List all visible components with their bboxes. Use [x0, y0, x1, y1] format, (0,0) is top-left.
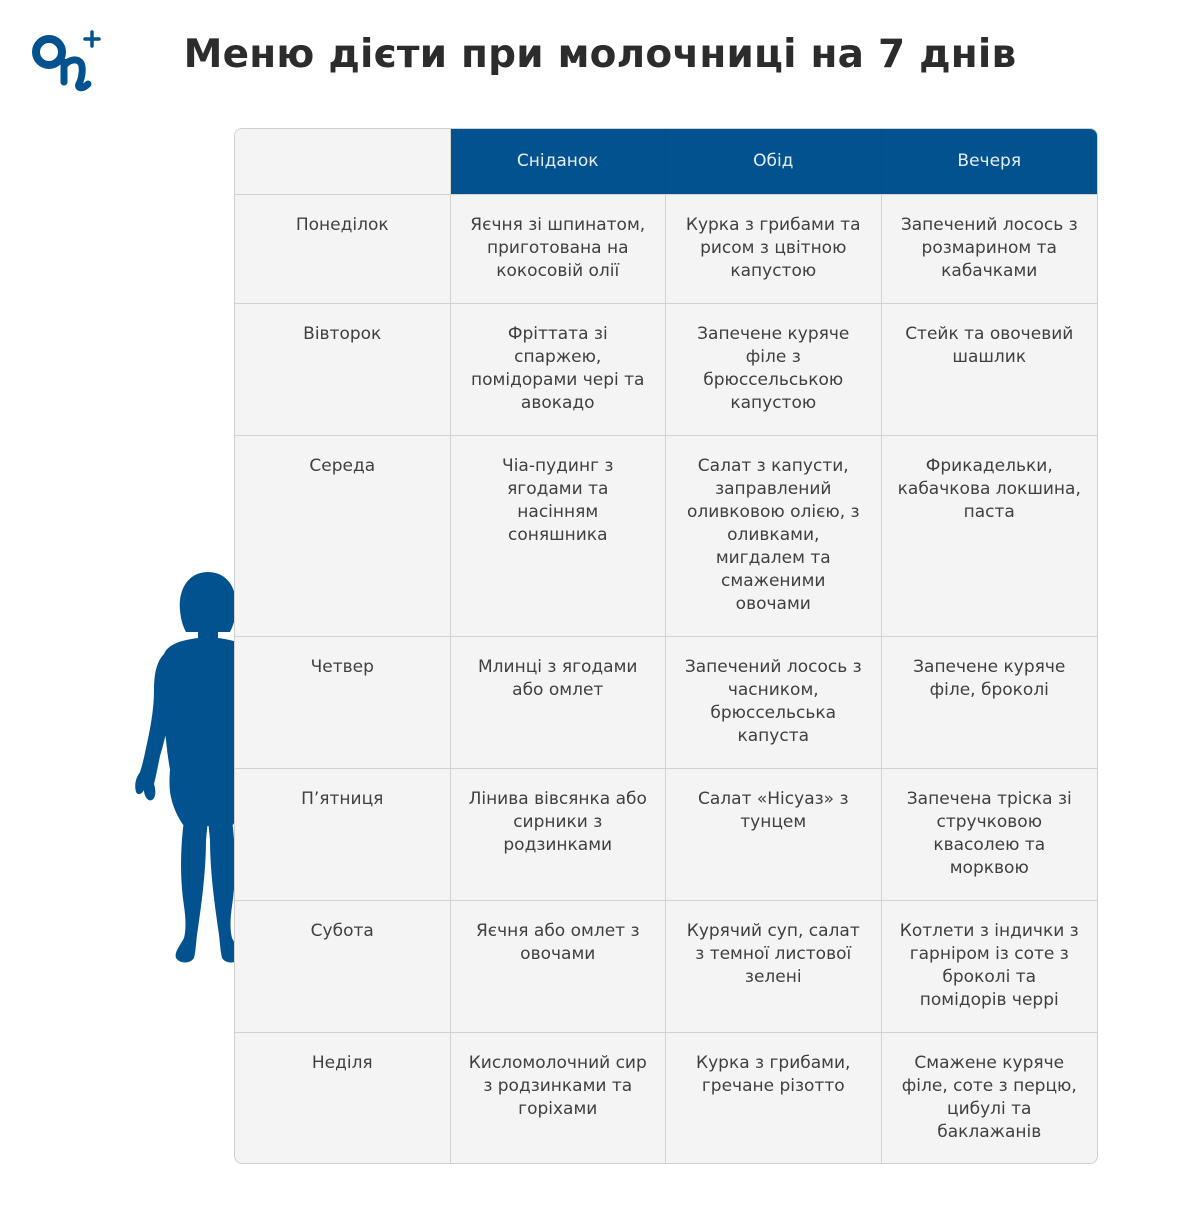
- lunch-cell: Курка з грибами та рисом з цвітною капустою: [666, 195, 882, 303]
- table-row: [235, 1033, 1097, 1164]
- lunch-cell: Курка з грибами, гречане різотто: [666, 1033, 882, 1164]
- day-label: П’ятниця: [235, 769, 451, 900]
- day-label: Неділя: [235, 1033, 451, 1164]
- day-label: Вівторок: [235, 304, 451, 435]
- dinner-cell: Котлети з індички з гарніром із соте з броколі та помідорів черрі: [899, 921, 1079, 1010]
- column-header-dinner: Вечеря: [882, 129, 1098, 194]
- breakfast-cell: Яєчня або омлет з овочами: [451, 901, 667, 1032]
- lunch-cell: Салат «Нісуаз» з тунцем: [666, 769, 882, 900]
- breakfast-cell: Яєчня зі шпинатом, приготована на кокосовій олії: [451, 195, 667, 303]
- page-title: Меню дієти при молочниці на 7 днів: [183, 32, 1017, 77]
- dinner-cell: Фрикадельки, кабачкова локшина, паста: [897, 456, 1081, 522]
- dinner-cell: Стейк та овочевий шашлик: [905, 324, 1074, 367]
- meal-plan-table: [234, 128, 1098, 1164]
- day-label: Понеділок: [235, 195, 451, 303]
- table-row: [235, 436, 1097, 637]
- breakfast-cell: Фріттата зі спаржею, помідорами чері та авокадо: [451, 304, 667, 435]
- table-header-row: [235, 129, 1097, 195]
- lunch-cell: Запечений лосось з часником, брюссельська капуста: [666, 637, 882, 768]
- dinner-cell: Запечена тріска зі стручковою квасолею та морквою: [906, 789, 1072, 878]
- breakfast-cell: Чіа-пудинг з ягодами та насінням соняшника: [451, 436, 667, 636]
- day-label: Четвер: [235, 637, 451, 768]
- breakfast-cell: Кисломолочний сир з родзинками та горіхами: [451, 1033, 667, 1164]
- table-row: [235, 195, 1097, 304]
- table-row: [235, 637, 1097, 769]
- table-row: [235, 769, 1097, 901]
- breakfast-cell: Млинці з ягодами або омлет: [451, 637, 667, 768]
- table-row: [235, 304, 1097, 436]
- table-corner-cell: [235, 129, 451, 194]
- day-label: Середа: [235, 436, 451, 636]
- column-header-lunch: Обід: [666, 129, 882, 194]
- lunch-cell: Салат з капусти, заправлений оливковою олією, з оливками, мигдалем та смаженими овочами: [666, 436, 882, 636]
- dinner-cell: Смажене куряче філе, соте з перцю, цибулі та баклажанів: [901, 1053, 1077, 1142]
- dinner-cell: Запечене куряче філе, броколі: [913, 657, 1066, 700]
- lunch-cell: Запечене куряче філе з брюссельською капустою: [666, 304, 882, 435]
- breakfast-cell: Лінива вівсянка або сирники з родзинками: [451, 769, 667, 900]
- dinner-cell: Запечений лосось з розмарином та кабачками: [900, 215, 1078, 281]
- table-row: [235, 901, 1097, 1033]
- lunch-cell: Курячий суп, салат з темної листової зелені: [666, 901, 882, 1032]
- column-header-breakfast: Сніданок: [451, 129, 667, 194]
- day-label: Субота: [235, 901, 451, 1032]
